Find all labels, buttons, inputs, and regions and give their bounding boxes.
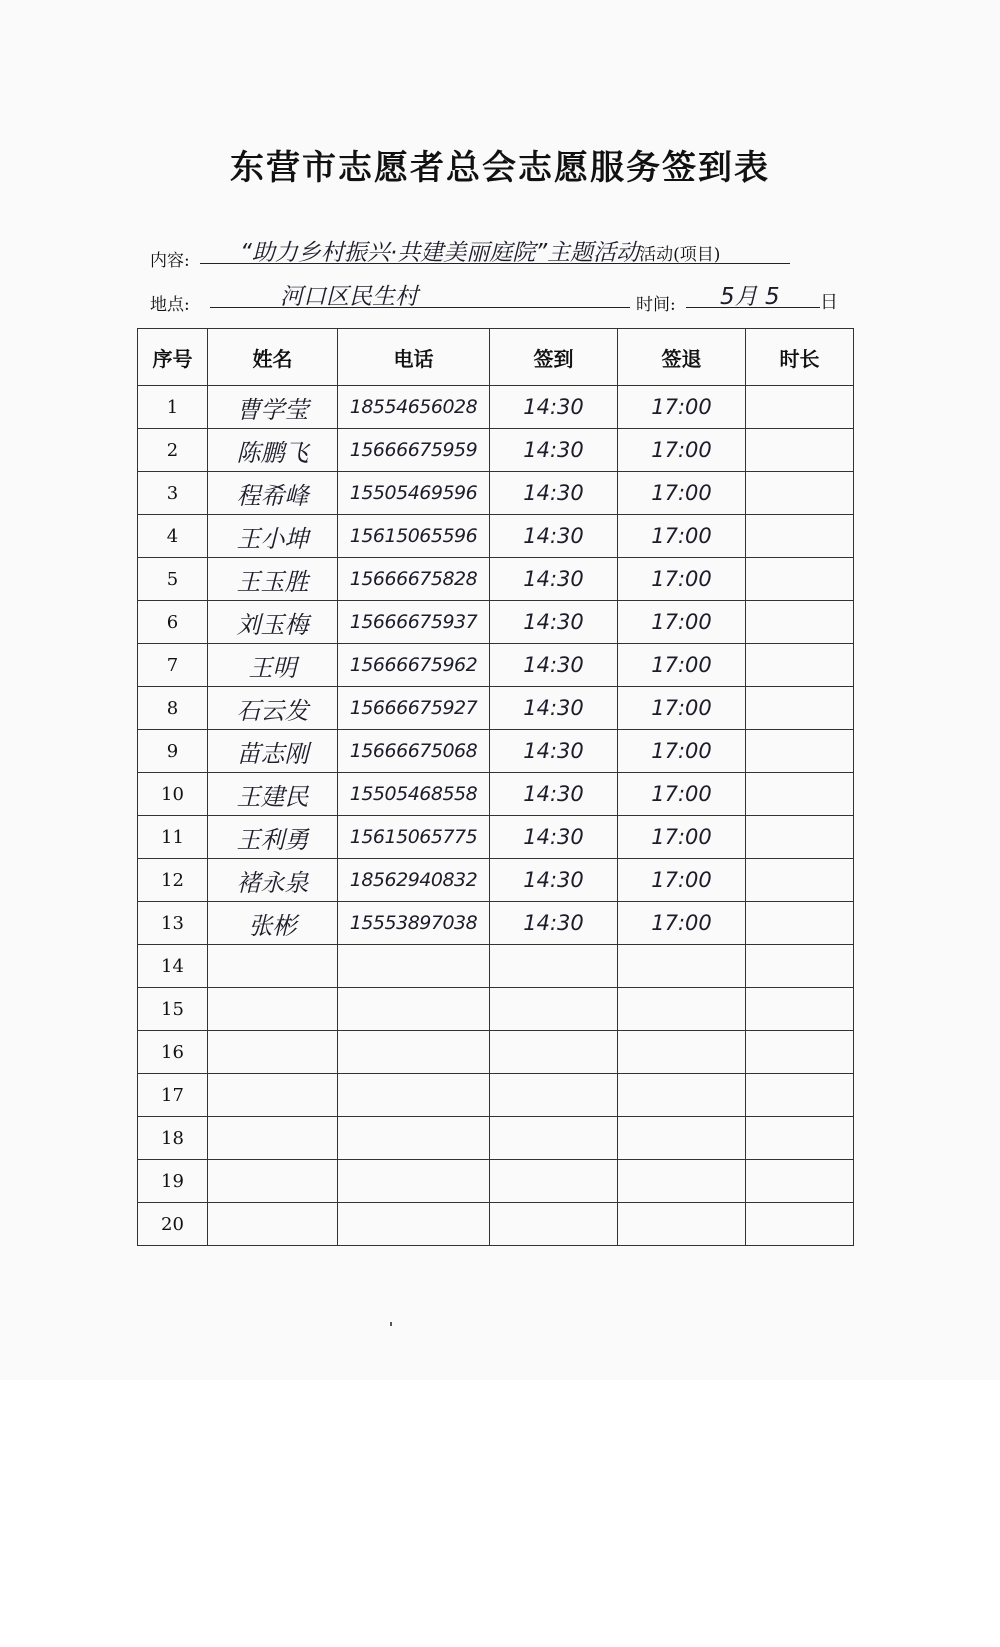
table-row <box>138 386 854 429</box>
cell-sign-in <box>490 1074 618 1117</box>
cell-no: 2 <box>138 429 208 472</box>
content-field <box>200 234 790 264</box>
cell-sign-out <box>618 1117 746 1160</box>
content-label: 内容: <box>150 251 190 271</box>
header-duration: 时长 <box>746 329 854 386</box>
cell-duration <box>746 730 854 773</box>
header-name: 姓名 <box>208 329 338 386</box>
cell-phone <box>338 1203 490 1246</box>
cell-name <box>208 1203 338 1246</box>
cell-sign-in: 14:30 <box>490 859 618 902</box>
table-row <box>138 558 854 601</box>
cell-name: 刘玉梅 <box>208 601 338 644</box>
cell-no: 9 <box>138 730 208 773</box>
cell-sign-out: 17:00 <box>618 859 746 902</box>
table-row <box>138 429 854 472</box>
cell-sign-out: 17:00 <box>618 644 746 687</box>
table-row <box>138 1117 854 1160</box>
table-row <box>138 730 854 773</box>
cell-no: 15 <box>138 988 208 1031</box>
cell-sign-in <box>490 988 618 1031</box>
cell-no: 6 <box>138 601 208 644</box>
cell-no: 18 <box>138 1117 208 1160</box>
cell-name: 王玉胜 <box>208 558 338 601</box>
table-row <box>138 601 854 644</box>
cell-sign-out: 17:00 <box>618 730 746 773</box>
cell-name <box>208 1074 338 1117</box>
cell-no: 8 <box>138 687 208 730</box>
cell-sign-in: 14:30 <box>490 601 618 644</box>
table-row <box>138 1160 854 1203</box>
cell-duration <box>746 902 854 945</box>
cell-phone: 15666675927 <box>338 687 490 730</box>
cell-duration <box>746 687 854 730</box>
table-row <box>138 1074 854 1117</box>
cell-phone: 15615065775 <box>338 816 490 859</box>
cell-name: 王小坤 <box>208 515 338 558</box>
cell-name: 褚永泉 <box>208 859 338 902</box>
cell-duration <box>746 515 854 558</box>
cell-duration <box>746 558 854 601</box>
cell-sign-in: 14:30 <box>490 902 618 945</box>
cell-duration <box>746 1031 854 1074</box>
cell-phone: 15666675962 <box>338 644 490 687</box>
table-row <box>138 1203 854 1246</box>
time-value: 5月 5 <box>720 284 780 308</box>
cell-sign-out <box>618 1160 746 1203</box>
cell-duration <box>746 773 854 816</box>
cell-phone <box>338 988 490 1031</box>
cell-name <box>208 1117 338 1160</box>
cell-sign-out: 17:00 <box>618 558 746 601</box>
location-label: 地点: <box>150 295 190 315</box>
cell-name: 苗志刚 <box>208 730 338 773</box>
cell-duration <box>746 472 854 515</box>
cell-phone: 15505469596 <box>338 472 490 515</box>
cell-no: 3 <box>138 472 208 515</box>
time-field <box>686 278 820 308</box>
cell-phone: 15666675937 <box>338 601 490 644</box>
header-phone: 电话 <box>338 329 490 386</box>
scan-speck <box>390 1322 392 1326</box>
cell-duration <box>746 1160 854 1203</box>
cell-sign-in: 14:30 <box>490 773 618 816</box>
cell-sign-out: 17:00 <box>618 386 746 429</box>
cell-phone: 18562940832 <box>338 859 490 902</box>
table-row <box>138 687 854 730</box>
cell-sign-in <box>490 1203 618 1246</box>
table-row <box>138 472 854 515</box>
cell-name <box>208 1160 338 1203</box>
cell-name: 石云发 <box>208 687 338 730</box>
cell-name: 王建民 <box>208 773 338 816</box>
cell-no: 11 <box>138 816 208 859</box>
cell-no: 20 <box>138 1203 208 1246</box>
cell-sign-out <box>618 1074 746 1117</box>
table-row <box>138 902 854 945</box>
cell-name: 张彬 <box>208 902 338 945</box>
cell-sign-in: 14:30 <box>490 687 618 730</box>
cell-sign-in <box>490 1031 618 1074</box>
cell-duration <box>746 1117 854 1160</box>
cell-sign-in: 14:30 <box>490 386 618 429</box>
content-value: “助力乡村振兴·共建美丽庭院”主题活动 <box>240 240 640 264</box>
cell-duration <box>746 1203 854 1246</box>
cell-sign-in: 14:30 <box>490 429 618 472</box>
location-field <box>210 278 630 308</box>
cell-no: 12 <box>138 859 208 902</box>
cell-sign-in: 14:30 <box>490 644 618 687</box>
content-suffix: 活动(项目) <box>639 245 721 264</box>
cell-sign-in: 14:30 <box>490 558 618 601</box>
cell-name <box>208 945 338 988</box>
form-title: 东营市志愿者总会志愿服务签到表 <box>230 148 770 188</box>
cell-phone: 15666675959 <box>338 429 490 472</box>
cell-sign-out <box>618 945 746 988</box>
table-row <box>138 773 854 816</box>
cell-name <box>208 1031 338 1074</box>
cell-phone: 15666675068 <box>338 730 490 773</box>
cell-sign-in: 14:30 <box>490 472 618 515</box>
location-value: 河口区民生村 <box>280 284 418 308</box>
cell-phone <box>338 945 490 988</box>
cell-sign-out: 17:00 <box>618 429 746 472</box>
table-row <box>138 644 854 687</box>
cell-duration <box>746 429 854 472</box>
cell-duration <box>746 988 854 1031</box>
time-suffix: 日 <box>820 292 838 313</box>
cell-duration <box>746 859 854 902</box>
cell-phone <box>338 1160 490 1203</box>
cell-duration <box>746 386 854 429</box>
cell-no: 16 <box>138 1031 208 1074</box>
cell-sign-out: 17:00 <box>618 902 746 945</box>
cell-phone: 15615065596 <box>338 515 490 558</box>
cell-sign-in <box>490 945 618 988</box>
cell-sign-in: 14:30 <box>490 515 618 558</box>
cell-no: 19 <box>138 1160 208 1203</box>
cell-phone <box>338 1117 490 1160</box>
cell-sign-in: 14:30 <box>490 730 618 773</box>
cell-no: 13 <box>138 902 208 945</box>
cell-sign-in <box>490 1117 618 1160</box>
cell-no: 14 <box>138 945 208 988</box>
table-row <box>138 859 854 902</box>
cell-no: 5 <box>138 558 208 601</box>
cell-phone: 15505468558 <box>338 773 490 816</box>
cell-no: 17 <box>138 1074 208 1117</box>
cell-phone: 15553897038 <box>338 902 490 945</box>
sign-in-table <box>137 328 854 1246</box>
table-row <box>138 945 854 988</box>
cell-name: 陈鹏飞 <box>208 429 338 472</box>
time-label: 时间: <box>636 295 676 315</box>
table-header-row <box>138 329 854 386</box>
cell-phone <box>338 1074 490 1117</box>
cell-sign-out: 17:00 <box>618 773 746 816</box>
cell-name: 曹学莹 <box>208 386 338 429</box>
cell-sign-in: 14:30 <box>490 816 618 859</box>
cell-duration <box>746 816 854 859</box>
table-row <box>138 1031 854 1074</box>
cell-duration <box>746 945 854 988</box>
cell-duration <box>746 644 854 687</box>
cell-sign-out <box>618 988 746 1031</box>
cell-name: 王明 <box>208 644 338 687</box>
cell-sign-out: 17:00 <box>618 515 746 558</box>
table-row <box>138 816 854 859</box>
table-row <box>138 515 854 558</box>
cell-phone <box>338 1031 490 1074</box>
header-sign-in: 签到 <box>490 329 618 386</box>
cell-sign-in <box>490 1160 618 1203</box>
cell-no: 7 <box>138 644 208 687</box>
cell-no: 1 <box>138 386 208 429</box>
cell-sign-out: 17:00 <box>618 601 746 644</box>
cell-name <box>208 988 338 1031</box>
cell-sign-out: 17:00 <box>618 816 746 859</box>
cell-sign-out: 17:00 <box>618 687 746 730</box>
header-sign-out: 签退 <box>618 329 746 386</box>
table-row <box>138 988 854 1031</box>
cell-duration <box>746 1074 854 1117</box>
cell-duration <box>746 601 854 644</box>
cell-no: 10 <box>138 773 208 816</box>
cell-name: 王利勇 <box>208 816 338 859</box>
cell-phone: 18554656028 <box>338 386 490 429</box>
cell-sign-out <box>618 1203 746 1246</box>
cell-name: 程希峰 <box>208 472 338 515</box>
cell-sign-out: 17:00 <box>618 472 746 515</box>
cell-no: 4 <box>138 515 208 558</box>
header-no: 序号 <box>138 329 208 386</box>
cell-sign-out <box>618 1031 746 1074</box>
cell-phone: 15666675828 <box>338 558 490 601</box>
